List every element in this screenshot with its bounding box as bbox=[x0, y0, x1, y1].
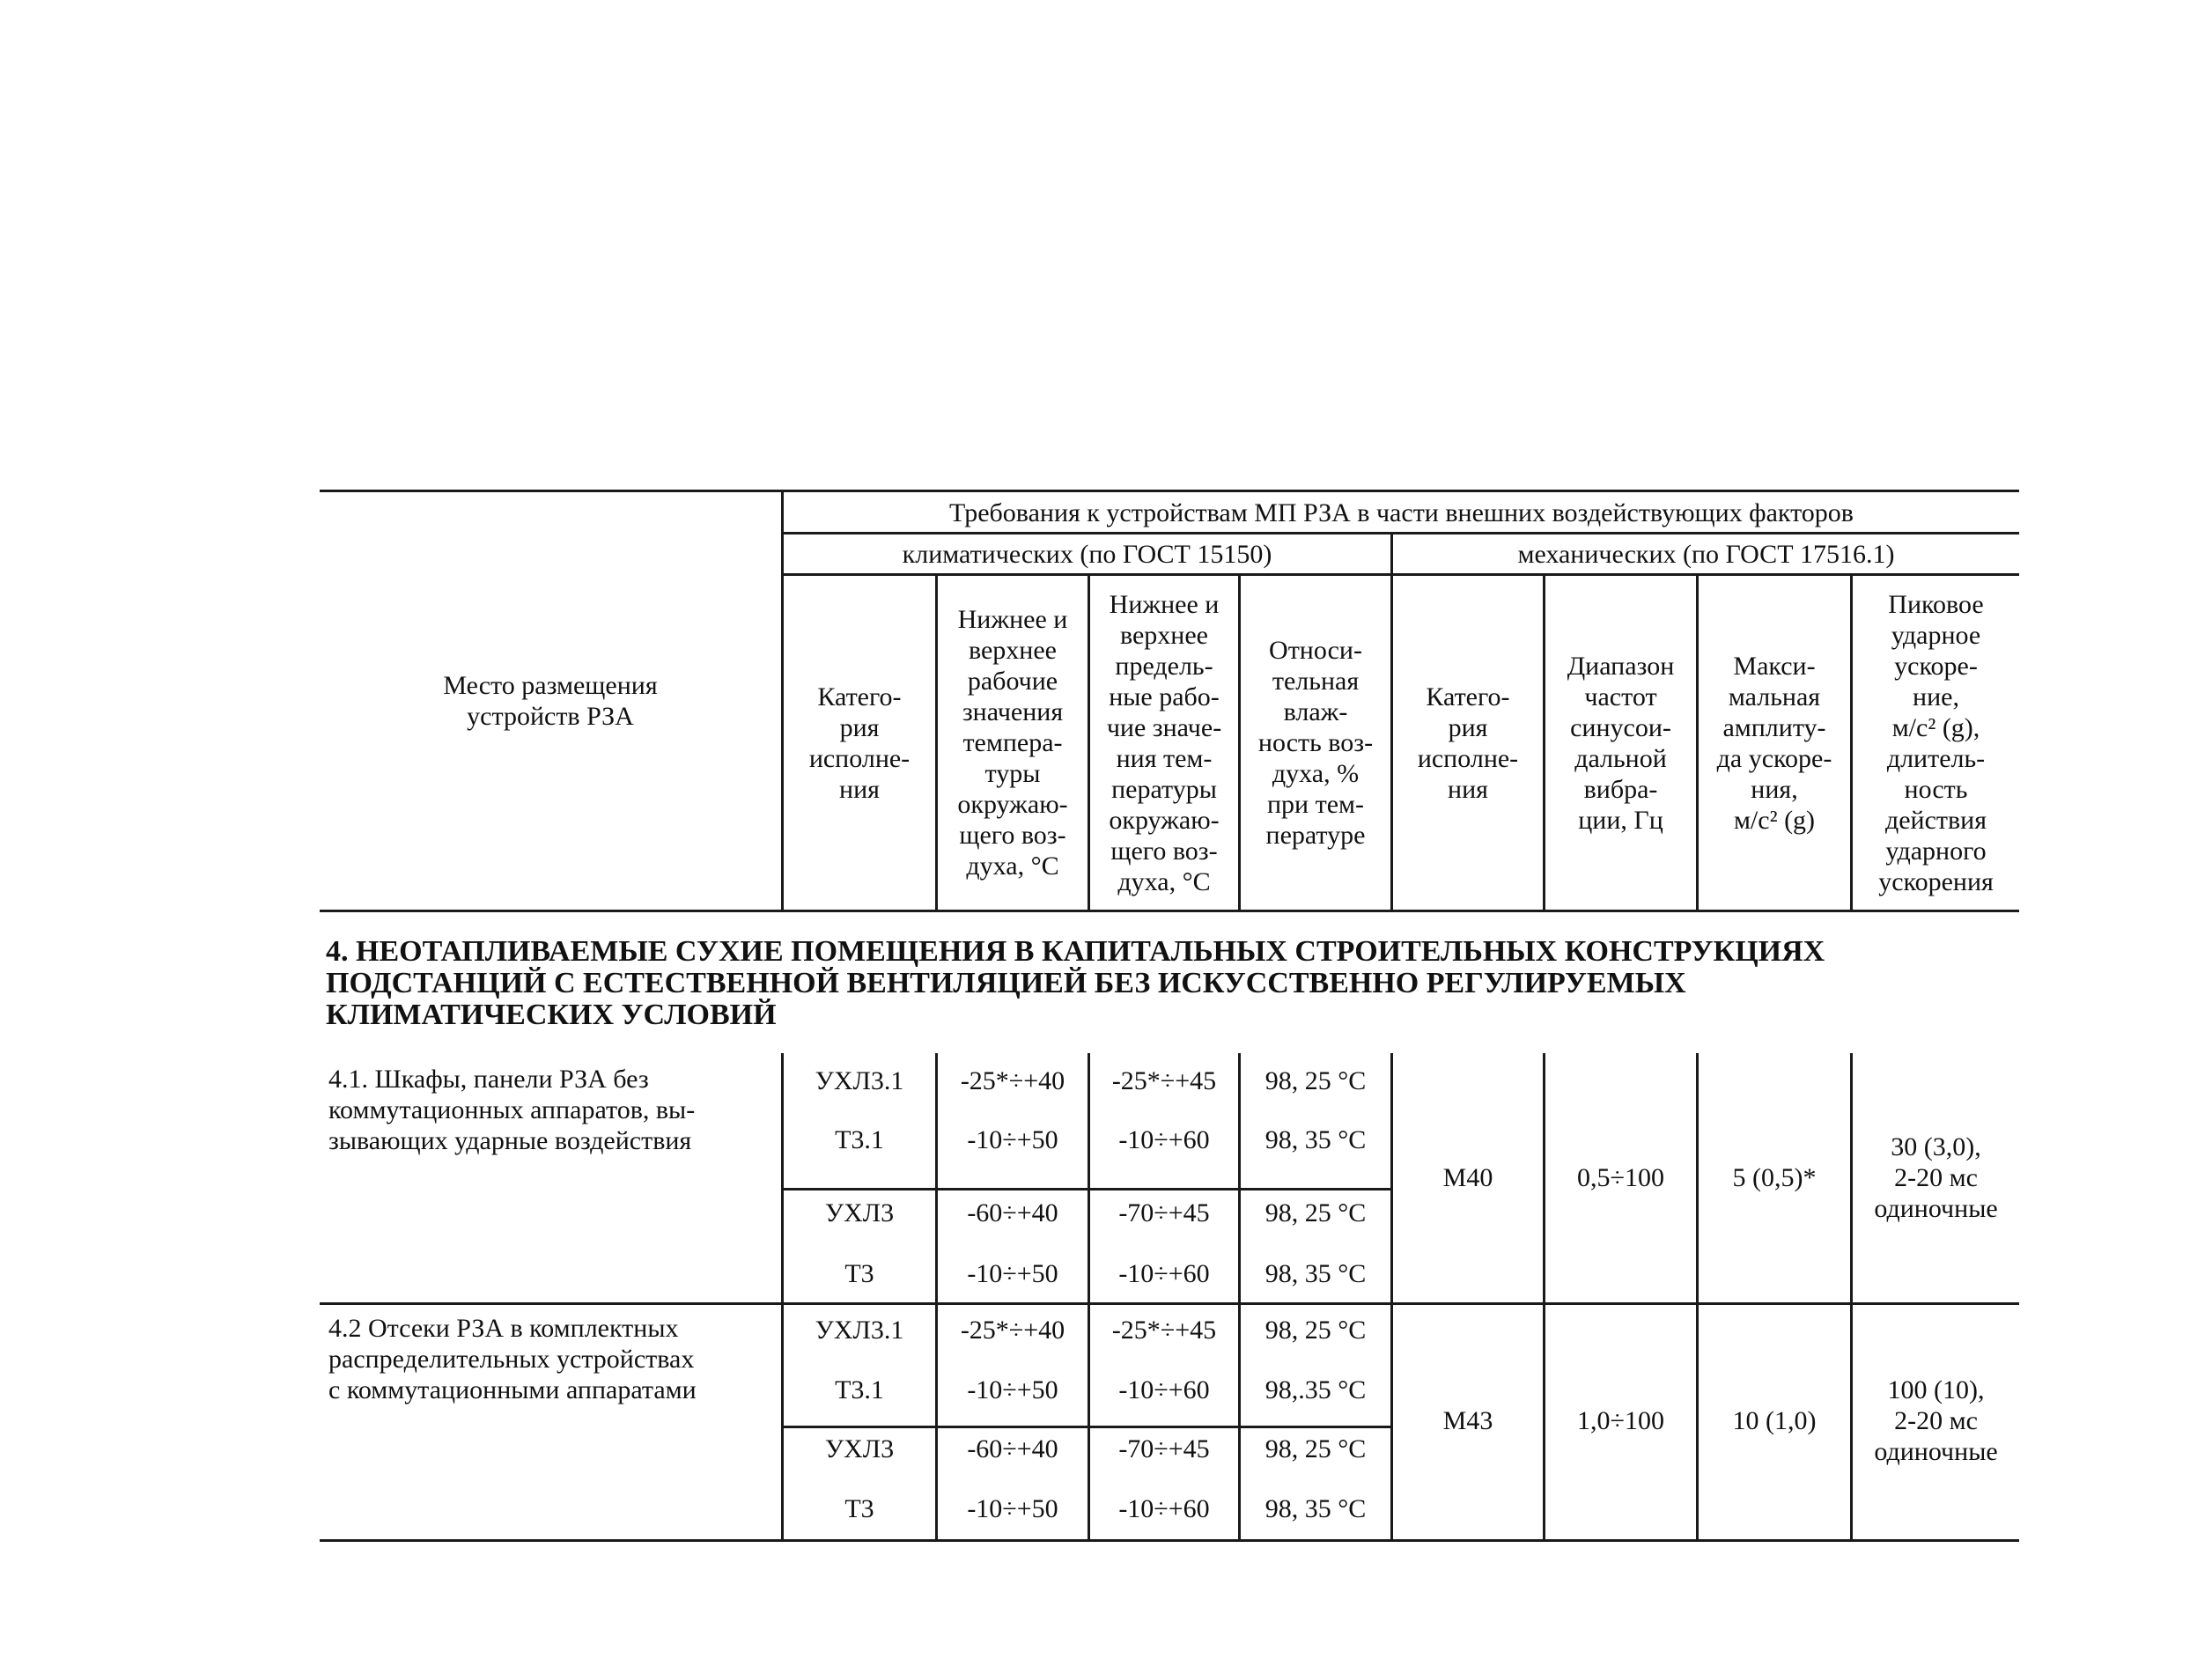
climatic-category-cell: Т3.1 bbox=[835, 1375, 884, 1404]
limit-temperature-cell: -70÷+45 bbox=[1118, 1198, 1210, 1227]
humidity-cell: 98, 35 °С bbox=[1265, 1493, 1367, 1523]
climatic-category-cell: УХЛ3 bbox=[824, 1434, 895, 1463]
col-header-vibration-frequency: Диапазон частот синусои- дальной вибра- ции, Гц bbox=[1567, 651, 1675, 835]
group-middle-rule bbox=[781, 1426, 1390, 1428]
mechanical-category-cell: М40 bbox=[1442, 1163, 1493, 1192]
humidity-cell: 98, 25 °С bbox=[1265, 1198, 1367, 1227]
group-bottom-rule bbox=[320, 1539, 2019, 1542]
col-header-limit-temperature: Нижнее и верхнее предель- ные рабо- чие значе- ния тем- пературы окружаю- щего воз- духа, °С bbox=[1106, 589, 1222, 896]
col-header-mechanical-category: Катего- рия исполне- ния bbox=[1417, 682, 1519, 804]
working-temperature-cell: -10÷+50 bbox=[967, 1493, 1058, 1523]
col-header-shock-acceleration: Пиковое ударное ускоре- ние, м/с² (g), длитель- ность действия ударного ускорения bbox=[1878, 589, 1994, 896]
working-temperature-cell: -60÷+40 bbox=[967, 1198, 1058, 1227]
place-description: 4.2 Отсеки РЗА в комплектных распределительных устройствах с коммутационными аппаратами bbox=[328, 1314, 697, 1404]
climatic-category-cell: УХЛ3.1 bbox=[815, 1065, 904, 1095]
mechanical-header: механических (по ГОСТ 17516.1) bbox=[1517, 539, 1895, 569]
climatic-category-cell: Т3 bbox=[844, 1258, 874, 1288]
limit-temperature-cell: -10÷+60 bbox=[1118, 1375, 1210, 1404]
limit-temperature-cell: -10÷+60 bbox=[1118, 1258, 1210, 1288]
shock-acceleration-cell: 30 (3,0), 2-20 мс одиночные bbox=[1874, 1132, 1998, 1223]
climatic-category-cell: УХЛ3.1 bbox=[815, 1315, 904, 1345]
max-acceleration-cell: 10 (1,0) bbox=[1732, 1406, 1817, 1435]
section-title: 4. НЕОТАПЛИВАЕМЫЕ СУХИЕ ПОМЕЩЕНИЯ В КАПИТАЛЬНЫХ СТРОИТЕЛЬНЫХ КОНСТРУКЦИЯХ ПОДСТАНЦИЙ С ЕСТЕСТВЕННОЙ ВЕНТИЛЯЦИЕЙ БЕЗ ИСКУССТВЕННО РЕГУЛИРУЕМЫХ КЛИМАТИЧЕСКИХ УСЛОВИЙ bbox=[326, 935, 1825, 1031]
humidity-cell: 98,.35 °С bbox=[1265, 1375, 1367, 1404]
humidity-cell: 98, 35 °С bbox=[1265, 1124, 1367, 1154]
stub-header: Место размещения устройств РЗА bbox=[443, 671, 658, 731]
working-temperature-cell: -10÷+50 bbox=[967, 1258, 1058, 1288]
humidity-cell: 98, 25 °С bbox=[1265, 1434, 1367, 1463]
shock-acceleration-cell: 100 (10), 2-20 мс одиночные bbox=[1874, 1375, 1998, 1466]
header-bottom-rule bbox=[320, 910, 2019, 912]
limit-temperature-cell: -10÷+60 bbox=[1118, 1124, 1210, 1154]
limit-temperature-cell: -25*÷+45 bbox=[1111, 1065, 1217, 1095]
col-header-humidity: Относи- тельная влаж- ность воз- духа, % при тем- пературе bbox=[1257, 636, 1374, 850]
humidity-cell: 98, 35 °С bbox=[1265, 1258, 1367, 1288]
requirements-group-header: Требования к устройствам МП РЗА в части внешних воздействующих факторов bbox=[949, 498, 1854, 527]
limit-temperature-cell: -10÷+60 bbox=[1118, 1493, 1210, 1523]
climatic-category-cell: Т3 bbox=[844, 1493, 874, 1523]
col-header-max-acceleration: Макси- мальная амплиту- да ускоре- ния, м/с² (g) bbox=[1716, 651, 1832, 835]
climatic-category-cell: УХЛ3 bbox=[824, 1198, 895, 1227]
climatic-header: климатических (по ГОСТ 15150) bbox=[902, 539, 1272, 569]
working-temperature-cell: -10÷+50 bbox=[967, 1375, 1058, 1404]
group-middle-rule bbox=[781, 1188, 1390, 1191]
mechanical-category-cell: М43 bbox=[1442, 1406, 1493, 1435]
working-temperature-cell: -10÷+50 bbox=[967, 1124, 1058, 1154]
vibration-frequency-cell: 1,0÷100 bbox=[1577, 1406, 1664, 1435]
working-temperature-cell: -60÷+40 bbox=[967, 1434, 1058, 1463]
working-temperature-cell: -25*÷+40 bbox=[960, 1065, 1065, 1095]
working-temperature-cell: -25*÷+40 bbox=[960, 1315, 1065, 1345]
humidity-cell: 98, 25 °С bbox=[1265, 1065, 1367, 1095]
climatic-category-cell: Т3.1 bbox=[835, 1124, 884, 1154]
humidity-cell: 98, 25 °С bbox=[1265, 1315, 1367, 1345]
limit-temperature-cell: -25*÷+45 bbox=[1111, 1315, 1217, 1345]
limit-temperature-cell: -70÷+45 bbox=[1118, 1434, 1210, 1463]
col-header-working-temperature: Нижнее и верхнее рабочие значения темпера- туры окружаю- щего воз- духа, °С bbox=[957, 605, 1068, 881]
place-description: 4.1. Шкафы, панели РЗА без коммутационных аппаратов, вы- зывающих ударные воздействия bbox=[328, 1065, 696, 1155]
col-header-climatic-category: Катего- рия исполне- ния bbox=[808, 682, 911, 804]
table-top-rule bbox=[320, 490, 2019, 492]
vibration-frequency-cell: 0,5÷100 bbox=[1577, 1163, 1664, 1192]
max-acceleration-cell: 5 (0,5)* bbox=[1732, 1163, 1817, 1192]
